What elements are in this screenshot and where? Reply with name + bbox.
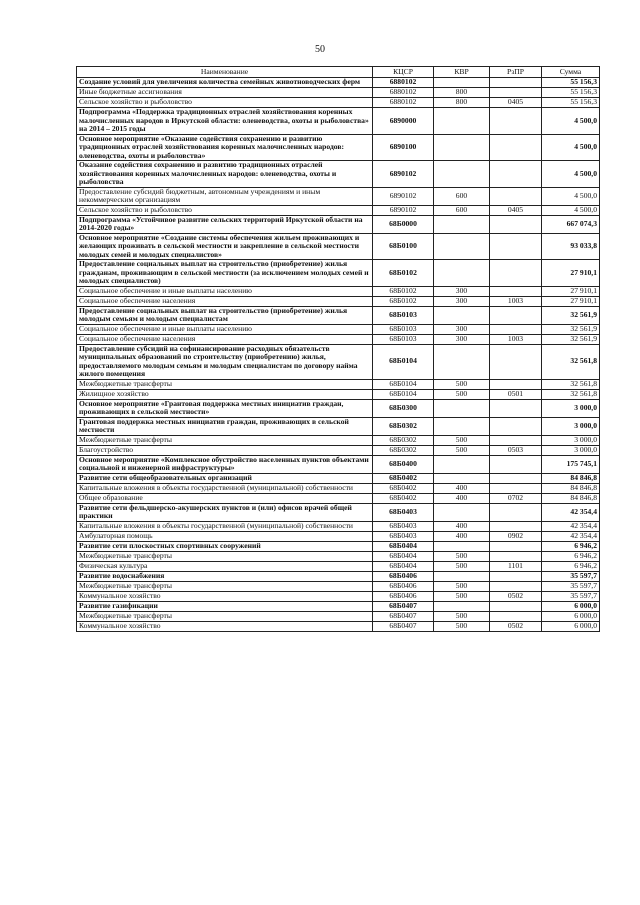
header-rzpr: РзПР xyxy=(490,67,542,78)
cell-rzpr xyxy=(490,78,542,88)
cell-kvr: 500 xyxy=(434,551,490,561)
table-row xyxy=(77,521,600,531)
cell-code: 6890102 xyxy=(373,187,434,205)
cell-sum: 6 946,2 xyxy=(542,541,600,551)
cell-rzpr xyxy=(490,134,542,161)
table-row xyxy=(77,445,600,455)
table-row xyxy=(77,581,600,591)
cell-sum: 3 000,0 xyxy=(542,445,600,455)
cell-code: 68Б0000 xyxy=(373,215,434,233)
table-row xyxy=(77,260,600,287)
header-code: КЦСР xyxy=(373,67,434,78)
table-row xyxy=(77,531,600,541)
cell-rzpr xyxy=(490,611,542,621)
cell-code: 68Б0104 xyxy=(373,379,434,389)
cell-rzpr xyxy=(490,571,542,581)
cell-code: 68Б0406 xyxy=(373,571,434,581)
cell-name: Межбюджетные трансферты xyxy=(77,435,373,445)
cell-name: Развитие сети плоскостных спортивных сооружений xyxy=(77,541,373,551)
cell-sum: 35 597,7 xyxy=(542,581,600,591)
cell-code: 68Б0403 xyxy=(373,503,434,521)
cell-sum: 55 156,3 xyxy=(542,78,600,88)
table-row xyxy=(77,187,600,205)
table-row xyxy=(77,324,600,334)
cell-name: Основное мероприятие «Создание системы обеспечения жильем проживающих и желающих проживать в сельской местности и закрепление в сельской местности молодых семей и молодых специалистов» xyxy=(77,233,373,260)
cell-code: 68Б0406 xyxy=(373,581,434,591)
cell-name: Создание условий для увеличения количества семейных животноводческих ферм xyxy=(77,78,373,88)
cell-rzpr xyxy=(490,435,542,445)
cell-name: Предоставление субсидий бюджетным, автономным учреждениям и иным некоммерческим организациям xyxy=(77,187,373,205)
table-row xyxy=(77,233,600,260)
cell-rzpr: 1003 xyxy=(490,334,542,344)
table-row xyxy=(77,473,600,483)
cell-kvr: 500 xyxy=(434,379,490,389)
cell-name: Подпрограмма «Поддержка традиционных отраслей хозяйствования коренных малочисленных народов в Иркутской области: оленеводства, охоты и рыболовства» на 2014 – 2015 годы xyxy=(77,108,373,135)
table-row xyxy=(77,399,600,417)
table-row xyxy=(77,379,600,389)
table-row xyxy=(77,621,600,631)
cell-sum: 4 500,0 xyxy=(542,134,600,161)
table-row xyxy=(77,551,600,561)
cell-sum: 55 156,3 xyxy=(542,88,600,98)
cell-kvr: 600 xyxy=(434,187,490,205)
cell-code: 6890000 xyxy=(373,108,434,135)
table-row xyxy=(77,108,600,135)
cell-rzpr xyxy=(490,324,542,334)
cell-rzpr xyxy=(490,399,542,417)
cell-rzpr: 0702 xyxy=(490,493,542,503)
cell-sum: 4 500,0 xyxy=(542,205,600,215)
table-row xyxy=(77,503,600,521)
cell-kvr xyxy=(434,215,490,233)
cell-rzpr xyxy=(490,344,542,379)
cell-rzpr xyxy=(490,161,542,188)
cell-rzpr xyxy=(490,417,542,435)
table-row xyxy=(77,435,600,445)
cell-kvr xyxy=(434,473,490,483)
cell-kvr xyxy=(434,78,490,88)
cell-kvr xyxy=(434,399,490,417)
cell-rzpr xyxy=(490,455,542,473)
cell-name: Межбюджетные трансферты xyxy=(77,551,373,561)
cell-sum: 32 561,9 xyxy=(542,334,600,344)
cell-kvr: 400 xyxy=(434,521,490,531)
cell-name: Предоставление социальных выплат на строительство (приобретение) жилья молодым семьям и молодым специалистам xyxy=(77,306,373,324)
cell-kvr: 300 xyxy=(434,296,490,306)
cell-sum: 27 910,1 xyxy=(542,286,600,296)
cell-kvr xyxy=(434,344,490,379)
table-row xyxy=(77,334,600,344)
cell-code: 68Б0104 xyxy=(373,344,434,379)
cell-code: 68Б0102 xyxy=(373,260,434,287)
cell-kvr: 800 xyxy=(434,98,490,108)
cell-sum: 93 033,8 xyxy=(542,233,600,260)
cell-sum: 32 561,8 xyxy=(542,344,600,379)
cell-kvr: 500 xyxy=(434,591,490,601)
cell-code: 6890102 xyxy=(373,205,434,215)
table-row xyxy=(77,88,600,98)
cell-rzpr xyxy=(490,483,542,493)
cell-rzpr: 0503 xyxy=(490,445,542,455)
cell-name: Иные бюджетные ассигнования xyxy=(77,88,373,98)
cell-kvr: 400 xyxy=(434,483,490,493)
cell-code: 68Б0403 xyxy=(373,521,434,531)
cell-kvr: 500 xyxy=(434,621,490,631)
table-row xyxy=(77,286,600,296)
cell-name: Капитальные вложения в объекты государственной (муниципальной) собственности xyxy=(77,483,373,493)
cell-name: Основное мероприятие «Грантовая поддержка местных инициатив граждан, проживающих в сельской местности» xyxy=(77,399,373,417)
table-row xyxy=(77,611,600,621)
table-row xyxy=(77,98,600,108)
cell-name: Социальное обеспечение населения xyxy=(77,296,373,306)
cell-name: Межбюджетные трансферты xyxy=(77,581,373,591)
cell-code: 68Б0103 xyxy=(373,334,434,344)
cell-rzpr: 1101 xyxy=(490,561,542,571)
cell-name: Жилищное хозяйство xyxy=(77,389,373,399)
cell-kvr xyxy=(434,455,490,473)
table-header xyxy=(77,67,600,78)
cell-sum: 32 561,9 xyxy=(542,324,600,334)
cell-name: Благоустройство xyxy=(77,445,373,455)
cell-sum: 84 846,8 xyxy=(542,493,600,503)
cell-sum: 32 561,9 xyxy=(542,306,600,324)
cell-kvr: 500 xyxy=(434,389,490,399)
cell-rzpr xyxy=(490,541,542,551)
cell-rzpr xyxy=(490,379,542,389)
cell-sum: 3 000,0 xyxy=(542,399,600,417)
cell-code: 6890102 xyxy=(373,161,434,188)
cell-kvr xyxy=(434,571,490,581)
cell-kvr: 800 xyxy=(434,88,490,98)
cell-kvr xyxy=(434,108,490,135)
cell-code: 68Б0404 xyxy=(373,541,434,551)
cell-name: Физическая культура xyxy=(77,561,373,571)
cell-rzpr xyxy=(490,286,542,296)
cell-rzpr xyxy=(490,108,542,135)
cell-kvr: 500 xyxy=(434,581,490,591)
cell-name: Развитие сети фельдшерско-акушерских пунктов и (или) офисов врачей общей практики xyxy=(77,503,373,521)
table-row xyxy=(77,215,600,233)
cell-rzpr xyxy=(490,503,542,521)
cell-code: 68Б0100 xyxy=(373,233,434,260)
cell-rzpr xyxy=(490,187,542,205)
cell-code: 68Б0103 xyxy=(373,306,434,324)
cell-kvr: 400 xyxy=(434,493,490,503)
cell-kvr xyxy=(434,161,490,188)
cell-rzpr: 0502 xyxy=(490,621,542,631)
cell-rzpr: 0902 xyxy=(490,531,542,541)
cell-sum: 42 354,4 xyxy=(542,531,600,541)
cell-code: 68Б0302 xyxy=(373,445,434,455)
cell-rzpr xyxy=(490,215,542,233)
cell-name: Амбулаторная помощь xyxy=(77,531,373,541)
table-row xyxy=(77,561,600,571)
cell-code: 68Б0402 xyxy=(373,473,434,483)
cell-kvr xyxy=(434,233,490,260)
cell-name: Предоставление социальных выплат на строительство (приобретение) жилья гражданам, проживающим в сельской местности (за исключением молодых семей и молодых специалистов) xyxy=(77,260,373,287)
cell-kvr: 300 xyxy=(434,324,490,334)
cell-rzpr xyxy=(490,601,542,611)
cell-sum: 35 597,7 xyxy=(542,591,600,601)
budget-table xyxy=(76,66,600,632)
cell-rzpr: 1003 xyxy=(490,296,542,306)
cell-rzpr: 0405 xyxy=(490,205,542,215)
cell-sum: 175 745,1 xyxy=(542,455,600,473)
cell-code: 68Б0404 xyxy=(373,561,434,571)
cell-sum: 27 910,1 xyxy=(542,296,600,306)
cell-name: Основное мероприятие «Оказание содействия сохранению и развитию традиционных отраслей хозяйствования коренных малочисленных народов: оленеводства, охоты и рыболовства» xyxy=(77,134,373,161)
cell-sum: 6 946,2 xyxy=(542,551,600,561)
table-row xyxy=(77,134,600,161)
cell-sum: 4 500,0 xyxy=(542,161,600,188)
cell-code: 68Б0402 xyxy=(373,493,434,503)
table-row xyxy=(77,205,600,215)
cell-code: 68Б0103 xyxy=(373,324,434,334)
cell-name: Предоставление субсидий на софинансирование расходных обязательств муниципальных образований по строительству (приобретению) жилья, предоставляемого молодым семьям и молодым специалистам по договору найма жилого помещения xyxy=(77,344,373,379)
cell-kvr xyxy=(434,503,490,521)
cell-rzpr xyxy=(490,233,542,260)
cell-kvr xyxy=(434,134,490,161)
cell-sum: 27 910,1 xyxy=(542,260,600,287)
table-row xyxy=(77,455,600,473)
cell-kvr xyxy=(434,601,490,611)
cell-code: 68Б0407 xyxy=(373,601,434,611)
cell-kvr: 300 xyxy=(434,334,490,344)
cell-rzpr: 0502 xyxy=(490,591,542,601)
cell-sum: 32 561,8 xyxy=(542,389,600,399)
cell-name: Развитие газификации xyxy=(77,601,373,611)
header-name: Наименование xyxy=(77,67,373,78)
cell-kvr xyxy=(434,541,490,551)
table-row xyxy=(77,78,600,88)
cell-sum: 35 597,7 xyxy=(542,571,600,581)
table-body xyxy=(77,78,600,632)
cell-sum: 6 000,0 xyxy=(542,601,600,611)
cell-rzpr: 0501 xyxy=(490,389,542,399)
cell-name: Межбюджетные трансферты xyxy=(77,379,373,389)
cell-code: 68Б0404 xyxy=(373,551,434,561)
cell-code: 68Б0102 xyxy=(373,286,434,296)
cell-code: 68Б0302 xyxy=(373,435,434,445)
table-row xyxy=(77,591,600,601)
table-row xyxy=(77,389,600,399)
cell-kvr: 500 xyxy=(434,561,490,571)
cell-code: 6880102 xyxy=(373,98,434,108)
cell-code: 68Б0406 xyxy=(373,591,434,601)
cell-sum: 4 500,0 xyxy=(542,108,600,135)
cell-name: Оказание содействия сохранению и развитию традиционных отраслей хозяйствования коренных малочисленных народов: оленеводства, охоты и рыболовства xyxy=(77,161,373,188)
cell-name: Коммунальное хозяйство xyxy=(77,621,373,631)
cell-rzpr xyxy=(490,551,542,561)
page-number: 50 xyxy=(315,44,325,55)
cell-kvr: 400 xyxy=(434,531,490,541)
cell-sum: 6 000,0 xyxy=(542,611,600,621)
cell-name: Социальное обеспечение населения xyxy=(77,334,373,344)
cell-code: 68Б0407 xyxy=(373,611,434,621)
cell-sum: 4 500,0 xyxy=(542,187,600,205)
cell-rzpr xyxy=(490,88,542,98)
cell-name: Общее образование xyxy=(77,493,373,503)
table-row xyxy=(77,601,600,611)
cell-code: 68Б0402 xyxy=(373,483,434,493)
table-row xyxy=(77,483,600,493)
cell-name: Основное мероприятие «Комплексное обустройство населенных пунктов объектами социальной и инженерной инфраструктуры» xyxy=(77,455,373,473)
cell-name: Социальное обеспечение и иные выплаты населению xyxy=(77,324,373,334)
cell-sum: 84 846,8 xyxy=(542,483,600,493)
cell-kvr: 500 xyxy=(434,435,490,445)
cell-name: Развитие сети общеобразовательных организаций xyxy=(77,473,373,483)
cell-kvr: 600 xyxy=(434,205,490,215)
table-row xyxy=(77,344,600,379)
cell-code: 68Б0403 xyxy=(373,531,434,541)
cell-rzpr xyxy=(490,581,542,591)
cell-rzpr xyxy=(490,306,542,324)
cell-sum: 6 946,2 xyxy=(542,561,600,571)
cell-sum: 42 354,4 xyxy=(542,521,600,531)
cell-name: Межбюджетные трансферты xyxy=(77,611,373,621)
table-row xyxy=(77,417,600,435)
cell-kvr: 300 xyxy=(434,286,490,296)
cell-sum: 42 354,4 xyxy=(542,503,600,521)
cell-name: Развитие водоснабжения xyxy=(77,571,373,581)
cell-name: Сельское хозяйство и рыболовство xyxy=(77,98,373,108)
cell-name: Грантовая поддержка местных инициатив граждан, проживающих в сельской местности xyxy=(77,417,373,435)
cell-kvr: 500 xyxy=(434,611,490,621)
cell-sum: 32 561,8 xyxy=(542,379,600,389)
cell-sum: 55 156,3 xyxy=(542,98,600,108)
cell-code: 68Б0400 xyxy=(373,455,434,473)
cell-name: Сельское хозяйство и рыболовство xyxy=(77,205,373,215)
cell-code: 68Б0407 xyxy=(373,621,434,631)
cell-name: Коммунальное хозяйство xyxy=(77,591,373,601)
table-row xyxy=(77,306,600,324)
table-row xyxy=(77,161,600,188)
table-row xyxy=(77,493,600,503)
cell-code: 6880102 xyxy=(373,88,434,98)
cell-code: 68Б0302 xyxy=(373,417,434,435)
cell-rzpr: 0405 xyxy=(490,98,542,108)
header-sum: Сумма xyxy=(542,67,600,78)
cell-name: Капитальные вложения в объекты государственной (муниципальной) собственности xyxy=(77,521,373,531)
cell-code: 68Б0102 xyxy=(373,296,434,306)
cell-name: Подпрограмма «Устойчивое развитие сельских территорий Иркутской области на 2014-2020 годы» xyxy=(77,215,373,233)
cell-kvr xyxy=(434,417,490,435)
table-row xyxy=(77,296,600,306)
cell-kvr: 500 xyxy=(434,445,490,455)
cell-sum: 6 000,0 xyxy=(542,621,600,631)
cell-code: 68Б0300 xyxy=(373,399,434,417)
cell-rzpr xyxy=(490,521,542,531)
cell-sum: 3 000,0 xyxy=(542,435,600,445)
cell-name: Социальное обеспечение и иные выплаты населению xyxy=(77,286,373,296)
cell-code: 6890100 xyxy=(373,134,434,161)
cell-rzpr xyxy=(490,473,542,483)
cell-kvr xyxy=(434,260,490,287)
cell-kvr xyxy=(434,306,490,324)
cell-rzpr xyxy=(490,260,542,287)
cell-code: 6880102 xyxy=(373,78,434,88)
cell-sum: 667 074,3 xyxy=(542,215,600,233)
table-row xyxy=(77,541,600,551)
cell-sum: 3 000,0 xyxy=(542,417,600,435)
header-kvr: КВР xyxy=(434,67,490,78)
table-row xyxy=(77,571,600,581)
cell-sum: 84 846,8 xyxy=(542,473,600,483)
cell-code: 68Б0104 xyxy=(373,389,434,399)
